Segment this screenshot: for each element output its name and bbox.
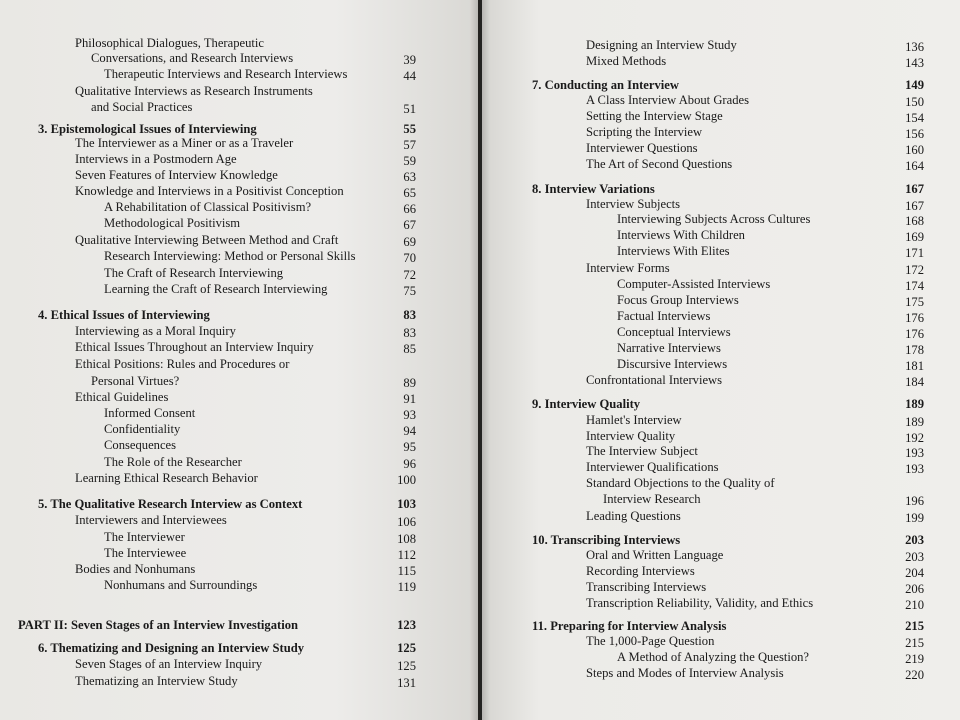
toc-entry-title: Bodies and Nonhumans [75,562,196,576]
toc-entry-title: 5. The Qualitative Research Interview as Context [38,497,303,511]
left-page [0,0,478,720]
toc-entry-page-number: 103 [397,497,416,511]
toc-entry-title: The Interviewer as a Miner or as a Traveler [75,136,294,150]
toc-entry-page-number: 189 [905,415,924,429]
toc-entry-title: The Craft of Research Interviewing [104,266,284,280]
toc-entry-title: Research Interviewing: Method or Personal Skills [104,249,356,263]
toc-entry-title: Setting the Interview Stage [586,109,723,123]
toc-entry-page-number: 67 [403,218,416,232]
toc-entry-title: Qualitative Interviewing Between Method and Craft [75,233,339,247]
toc-entry-page-number: 66 [403,202,416,216]
toc-entry-title: Qualitative Interviews as Research Instruments [75,84,313,98]
toc-entry-title: Therapeutic Interviews and Research Interviews [104,67,348,81]
toc-entry-title: Philosophical Dialogues, Therapeutic [75,36,264,50]
toc-entry-title: Interviews With Children [617,228,745,242]
toc-entry-page-number: 149 [905,78,924,92]
toc-entry-title: Standard Objections to the Quality of [586,476,775,490]
toc-entry-title: Oral and Written Language [586,548,724,562]
toc-entry-page-number: 220 [905,668,924,682]
toc-entry-page-number: 106 [397,515,416,529]
toc-entry-page-number: 63 [403,170,416,184]
toc-entry-page-number: 83 [403,308,416,322]
toc-entry-page-number: 199 [905,511,924,525]
toc-entry-page-number: 215 [905,619,924,633]
toc-entry-page-number: 176 [905,327,924,341]
toc-entry-page-number: 65 [403,186,416,200]
toc-entry-title: Interview Subjects [586,197,681,211]
toc-entry-title: Interviews With Elites [617,244,730,258]
toc-entry-title: Computer-Assisted Interviews [617,277,771,291]
toc-entry-title: Personal Virtues? [91,374,180,388]
toc-entry-page-number: 51 [403,102,416,116]
toc-entry-title: Nonhumans and Surroundings [104,578,258,592]
toc-entry-title: PART II: Seven Stages of an Interview Investigation [18,618,299,632]
toc-entry-title: 4. Ethical Issues of Interviewing [38,308,210,322]
toc-entry-title: Interviewer Questions [586,141,698,155]
toc-entry-title: 3. Epistemological Issues of Interviewing [38,122,257,136]
toc-entry-title: Ethical Guidelines [75,390,169,404]
toc-entry-title: Scripting the Interview [586,125,703,139]
toc-entry-page-number: 115 [397,564,416,578]
toc-entry-title: and Social Practices [91,100,193,114]
toc-entry-page-number: 168 [905,214,924,228]
toc-entry-page-number: 131 [397,676,416,690]
toc-entry-page-number: 193 [905,446,924,460]
toc-entry-title: Interview Research [603,492,701,506]
toc-entry-page-number: 70 [403,251,416,265]
toc-entry-page-number: 156 [905,127,924,141]
toc-entry-page-number: 189 [905,397,924,411]
toc-entry-title: Confidentiality [104,422,181,436]
toc-entry-title: 7. Conducting an Interview [532,78,679,92]
toc-entry-page-number: 108 [397,532,416,546]
toc-entry-page-number: 167 [905,199,924,213]
toc-entry-title: Interviewer Qualifications [586,460,719,474]
toc-entry-page-number: 85 [403,342,416,356]
toc-entry-title: 9. Interview Quality [532,397,641,411]
toc-entry-page-number: 143 [905,56,924,70]
toc-entry-title: The Interviewee [104,546,187,560]
toc-entry-title: Conceptual Interviews [617,325,731,339]
toc-entry-title: Narrative Interviews [617,341,721,355]
toc-entry-page-number: 178 [905,343,924,357]
toc-entry-page-number: 176 [905,311,924,325]
toc-entry-title: Focus Group Interviews [617,293,739,307]
toc-entry-page-number: 44 [403,69,416,83]
toc-entry-page-number: 96 [403,457,416,471]
toc-entry-page-number: 75 [403,284,416,298]
toc-entry-page-number: 167 [905,182,924,196]
toc-entry-title: Leading Questions [586,509,681,523]
toc-entry-page-number: 174 [905,279,924,293]
toc-entry-title: Interview Forms [586,261,670,275]
toc-entry-page-number: 206 [905,582,924,596]
toc-entry-page-number: 219 [905,652,924,666]
toc-entry-title: Mixed Methods [586,54,667,68]
toc-entry-title: Confrontational Interviews [586,373,723,387]
toc-entry-page-number: 100 [397,473,416,487]
toc-entry-title: Ethical Positions: Rules and Procedures or [75,357,290,371]
toc-entry-title: Informed Consent [104,406,196,420]
toc-entry-title: Designing an Interview Study [586,38,737,52]
toc-entry-title: Interviewing Subjects Across Cultures [617,212,811,226]
toc-entry-page-number: 39 [403,53,416,67]
toc-entry-page-number: 112 [397,548,416,562]
toc-entry-title: Factual Interviews [617,309,711,323]
toc-entry-title: Ethical Issues Throughout an Interview Inquiry [75,340,314,354]
toc-entry-page-number: 89 [403,376,416,390]
toc-entry-page-number: 95 [403,440,416,454]
toc-entry-title: 11. Preparing for Interview Analysis [532,619,727,633]
toc-entry-page-number: 55 [403,122,416,136]
toc-entry-title: 6. Thematizing and Designing an Interview Study [38,641,305,655]
toc-entry-page-number: 125 [397,659,416,673]
toc-entry-page-number: 203 [905,550,924,564]
toc-entry-title: A Class Interview About Grades [586,93,749,107]
toc-entry-page-number: 119 [397,580,416,594]
toc-entry-page-number: 125 [397,641,416,655]
toc-entry-page-number: 91 [403,392,416,406]
toc-entry-page-number: 196 [905,494,924,508]
toc-entry-page-number: 123 [397,618,416,632]
toc-entry-title: The Art of Second Questions [586,157,733,171]
toc-entry-title: A Method of Analyzing the Question? [617,650,810,664]
right-page [482,0,960,720]
toc-entry-page-number: 193 [905,462,924,476]
toc-entry-title: The Interview Subject [586,444,698,458]
toc-entry-title: Methodological Positivism [104,216,241,230]
toc-entry-title: Learning Ethical Research Behavior [75,471,258,485]
toc-entry-page-number: 69 [403,235,416,249]
toc-entry-page-number: 172 [905,263,924,277]
toc-entry-page-number: 215 [905,636,924,650]
toc-entry-title: Consequences [104,438,177,452]
toc-entry-page-number: 57 [403,138,416,152]
toc-entry-page-number: 175 [905,295,924,309]
toc-entry-page-number: 192 [905,431,924,445]
toc-entry-title: Steps and Modes of Interview Analysis [586,666,784,680]
toc-entry-page-number: 83 [403,326,416,340]
toc-entry-page-number: 164 [905,159,924,173]
toc-entry-title: Recording Interviews [586,564,695,578]
toc-entry-title: The 1,000-Page Question [586,634,715,648]
toc-entry-title: A Rehabilitation of Classical Positivism? [104,200,312,214]
toc-entry-page-number: 204 [905,566,924,580]
toc-entry-title: Seven Features of Interview Knowledge [75,168,278,182]
toc-entry-page-number: 210 [905,598,924,612]
toc-entry-page-number: 171 [905,246,924,260]
toc-entry-title: Learning the Craft of Research Interviewing [104,282,328,296]
toc-entry-title: 10. Transcribing Interviews [532,533,681,547]
toc-entry-title: Interviewers and Interviewees [75,513,227,527]
toc-entry-page-number: 184 [905,375,924,389]
toc-entry-page-number: 59 [403,154,416,168]
toc-entry-page-number: 94 [403,424,416,438]
toc-entry-title: Interviews in a Postmodern Age [75,152,237,166]
toc-entry-page-number: 203 [905,533,924,547]
toc-entry-page-number: 160 [905,143,924,157]
toc-entry-page-number: 136 [905,40,924,54]
toc-entry-page-number: 93 [403,408,416,422]
toc-entry-page-number: 169 [905,230,924,244]
toc-entry-title: 8. Interview Variations [532,182,655,196]
toc-entry-page-number: 150 [905,95,924,109]
toc-entry-title: The Interviewer [104,530,185,544]
toc-entry-title: Interviewing as a Moral Inquiry [75,324,236,338]
toc-entry-title: Seven Stages of an Interview Inquiry [75,657,263,671]
toc-entry-title: The Role of the Researcher [104,455,242,469]
toc-entry-title: Knowledge and Interviews in a Positivist Conception [75,184,344,198]
toc-entry-page-number: 72 [403,268,416,282]
toc-entry-title: Discursive Interviews [617,357,728,371]
toc-entry-title: Thematizing an Interview Study [75,674,238,688]
toc-entry-page-number: 181 [905,359,924,373]
toc-entry-title: Conversations, and Research Interviews [91,51,294,65]
book-gutter [470,0,490,720]
toc-entry-title: Interview Quality [586,429,676,443]
toc-entry-page-number: 154 [905,111,924,125]
toc-entry-title: Transcribing Interviews [586,580,707,594]
toc-entry-title: Transcription Reliability, Validity, and Ethics [586,596,814,610]
toc-entry-title: Hamlet's Interview [586,413,682,427]
